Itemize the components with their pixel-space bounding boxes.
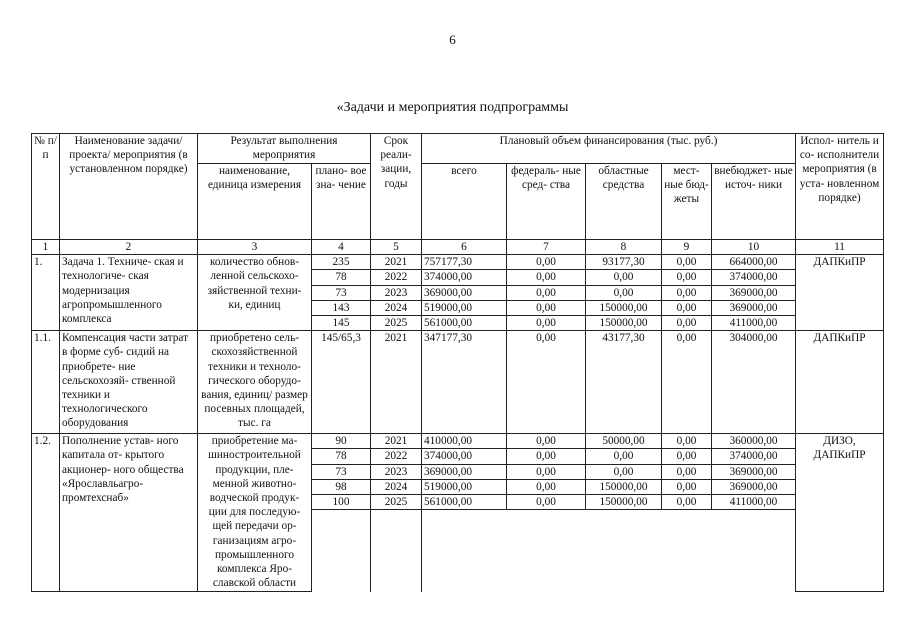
col-number: 1 — [32, 240, 60, 255]
col-number: 3 — [198, 240, 312, 255]
col-number: 5 — [371, 240, 422, 255]
cell-planned: 98 — [312, 479, 371, 494]
cell-regional: 0,00 — [586, 285, 662, 300]
cell-regional: 43177,30 — [586, 331, 662, 434]
row-result-name: количество обнов- ленной сельскохо- зяйственной техни- ки, единиц — [198, 255, 312, 331]
header-local: мест- ные бюд- жеты — [662, 164, 712, 240]
cell-planned: 143 — [312, 300, 371, 315]
row-number: 1.1. — [32, 331, 60, 434]
row-name: Компенсация части затрат в форме суб- сидий на приобрете- ние сельскохозяй- ственной техники и технологического оборудования — [60, 331, 198, 434]
table-row — [32, 255, 884, 270]
cell-federal: 0,00 — [507, 255, 586, 270]
header-federal: федераль- ные сред- ства — [507, 164, 586, 240]
header-executor: Испол- нитель и со- исполнители мероприятия (в уста- новленном порядке) — [796, 134, 884, 240]
cell-federal: 0,00 — [507, 464, 586, 479]
cell-total: 369000,00 — [422, 285, 507, 300]
cell-offbudget: 369000,00 — [712, 285, 796, 300]
cell-federal: 0,00 — [507, 479, 586, 494]
cell-total: 374000,00 — [422, 449, 507, 464]
cell-total: 757177,30 — [422, 255, 507, 270]
col-number: 9 — [662, 240, 712, 255]
col-number: 8 — [586, 240, 662, 255]
cell-year: 2022 — [371, 270, 422, 285]
cell-federal: 0,00 — [507, 434, 586, 449]
program-table — [31, 133, 884, 592]
cell-planned: 78 — [312, 270, 371, 285]
row-result-name: приобретение ма- шиностроительной продукции, пле- менной животно- водческой продук- ции для последую- щей передачи ор- ганизациям агро- промышленного комплекса Яро- славской области — [198, 434, 312, 592]
cell-year: 2025 — [371, 495, 422, 510]
cell-offbudget: 304000,00 — [712, 331, 796, 434]
cell-regional: 0,00 — [586, 449, 662, 464]
page-number: 6 — [449, 32, 456, 47]
cell-regional: 150000,00 — [586, 300, 662, 315]
header-result-name: наименование, единица измерения — [198, 164, 312, 240]
cell-year: 2023 — [371, 464, 422, 479]
cell-regional: 0,00 — [586, 270, 662, 285]
cell-local: 0,00 — [662, 434, 712, 449]
cell-local: 0,00 — [662, 285, 712, 300]
cell-federal: 0,00 — [507, 270, 586, 285]
header-result: Результат выполнения мероприятия — [198, 134, 371, 164]
row-executor: ДАПКиПР — [796, 255, 884, 331]
cell-total: 369000,00 — [422, 464, 507, 479]
cell-year: 2021 — [371, 255, 422, 270]
header-result-planned: плано- вое зна- чение — [312, 164, 371, 240]
cell-total: 519000,00 — [422, 479, 507, 494]
header-offbudget: внебюджет- ные источ- ники — [712, 164, 796, 240]
header-regional: областные средства — [586, 164, 662, 240]
table-row — [32, 331, 884, 434]
cell-offbudget: 411000,00 — [712, 495, 796, 510]
header-no: № п/п — [32, 134, 60, 240]
row-executor: ДИЗО, ДАПКиПР — [796, 434, 884, 592]
filler-cell — [422, 510, 796, 592]
row-name: Пополнение устав- ного капитала от- крытого акционер- ного общества «Ярославльагро- промтехснаб» — [60, 434, 198, 592]
cell-federal: 0,00 — [507, 300, 586, 315]
cell-planned: 78 — [312, 449, 371, 464]
cell-federal: 0,00 — [507, 449, 586, 464]
cell-local: 0,00 — [662, 270, 712, 285]
row-number: 1.2. — [32, 434, 60, 592]
cell-federal: 0,00 — [507, 331, 586, 434]
header-total: всего — [422, 164, 507, 240]
cell-local: 0,00 — [662, 449, 712, 464]
cell-offbudget: 411000,00 — [712, 316, 796, 331]
row-number: 1. — [32, 255, 60, 331]
cell-regional: 150000,00 — [586, 316, 662, 331]
cell-planned: 73 — [312, 285, 371, 300]
cell-total: 374000,00 — [422, 270, 507, 285]
cell-total: 519000,00 — [422, 300, 507, 315]
col-number: 10 — [712, 240, 796, 255]
cell-planned: 145 — [312, 316, 371, 331]
header-term: Срок реали- зации, годы — [371, 134, 422, 240]
cell-year: 2024 — [371, 479, 422, 494]
cell-local: 0,00 — [662, 300, 712, 315]
row-name: Задача 1. Техниче- ская и технологиче- ская модернизация агропромышленного комплекса — [60, 255, 198, 331]
cell-year: 2021 — [371, 331, 422, 434]
cell-federal: 0,00 — [507, 285, 586, 300]
cell-local: 0,00 — [662, 255, 712, 270]
cell-regional: 0,00 — [586, 464, 662, 479]
cell-local: 0,00 — [662, 331, 712, 434]
cell-offbudget: 369000,00 — [712, 300, 796, 315]
col-number: 2 — [60, 240, 198, 255]
cell-offbudget: 374000,00 — [712, 449, 796, 464]
filler-cell — [312, 510, 371, 592]
cell-offbudget: 664000,00 — [712, 255, 796, 270]
cell-year: 2021 — [371, 434, 422, 449]
section-title: «Задачи и мероприятия подпрограммы — [336, 100, 569, 115]
cell-local: 0,00 — [662, 479, 712, 494]
cell-regional: 50000,00 — [586, 434, 662, 449]
cell-year: 2024 — [371, 300, 422, 315]
cell-total: 561000,00 — [422, 316, 507, 331]
cell-planned: 235 — [312, 255, 371, 270]
cell-federal: 0,00 — [507, 495, 586, 510]
col-number: 7 — [507, 240, 586, 255]
cell-local: 0,00 — [662, 495, 712, 510]
cell-total: 561000,00 — [422, 495, 507, 510]
cell-year: 2022 — [371, 449, 422, 464]
row-result-name: приобретено сель- скохозяйственной техники и техноло- гического оборудо- вания, единиц/ размер посевных площадей, тыс. га — [198, 331, 312, 434]
cell-offbudget: 360000,00 — [712, 434, 796, 449]
cell-planned: 100 — [312, 495, 371, 510]
cell-local: 0,00 — [662, 316, 712, 331]
cell-regional: 150000,00 — [586, 495, 662, 510]
cell-year: 2025 — [371, 316, 422, 331]
cell-planned: 90 — [312, 434, 371, 449]
cell-planned: 73 — [312, 464, 371, 479]
cell-offbudget: 369000,00 — [712, 479, 796, 494]
cell-local: 0,00 — [662, 464, 712, 479]
cell-planned: 145/65,3 — [312, 331, 371, 434]
table-row — [32, 434, 884, 449]
cell-total: 347177,30 — [422, 331, 507, 434]
row-executor: ДАПКиПР — [796, 331, 884, 434]
header-funding: Плановый объем финансирования (тыс. руб.) — [422, 134, 796, 164]
cell-offbudget: 369000,00 — [712, 464, 796, 479]
col-number: 11 — [796, 240, 884, 255]
filler-cell — [371, 510, 422, 592]
cell-year: 2023 — [371, 285, 422, 300]
cell-regional: 93177,30 — [586, 255, 662, 270]
cell-regional: 150000,00 — [586, 479, 662, 494]
col-number: 4 — [312, 240, 371, 255]
cell-offbudget: 374000,00 — [712, 270, 796, 285]
cell-total: 410000,00 — [422, 434, 507, 449]
header-name: Наименование задачи/проекта/ мероприятия (в установленном порядке) — [60, 134, 198, 240]
col-number: 6 — [422, 240, 507, 255]
cell-federal: 0,00 — [507, 316, 586, 331]
